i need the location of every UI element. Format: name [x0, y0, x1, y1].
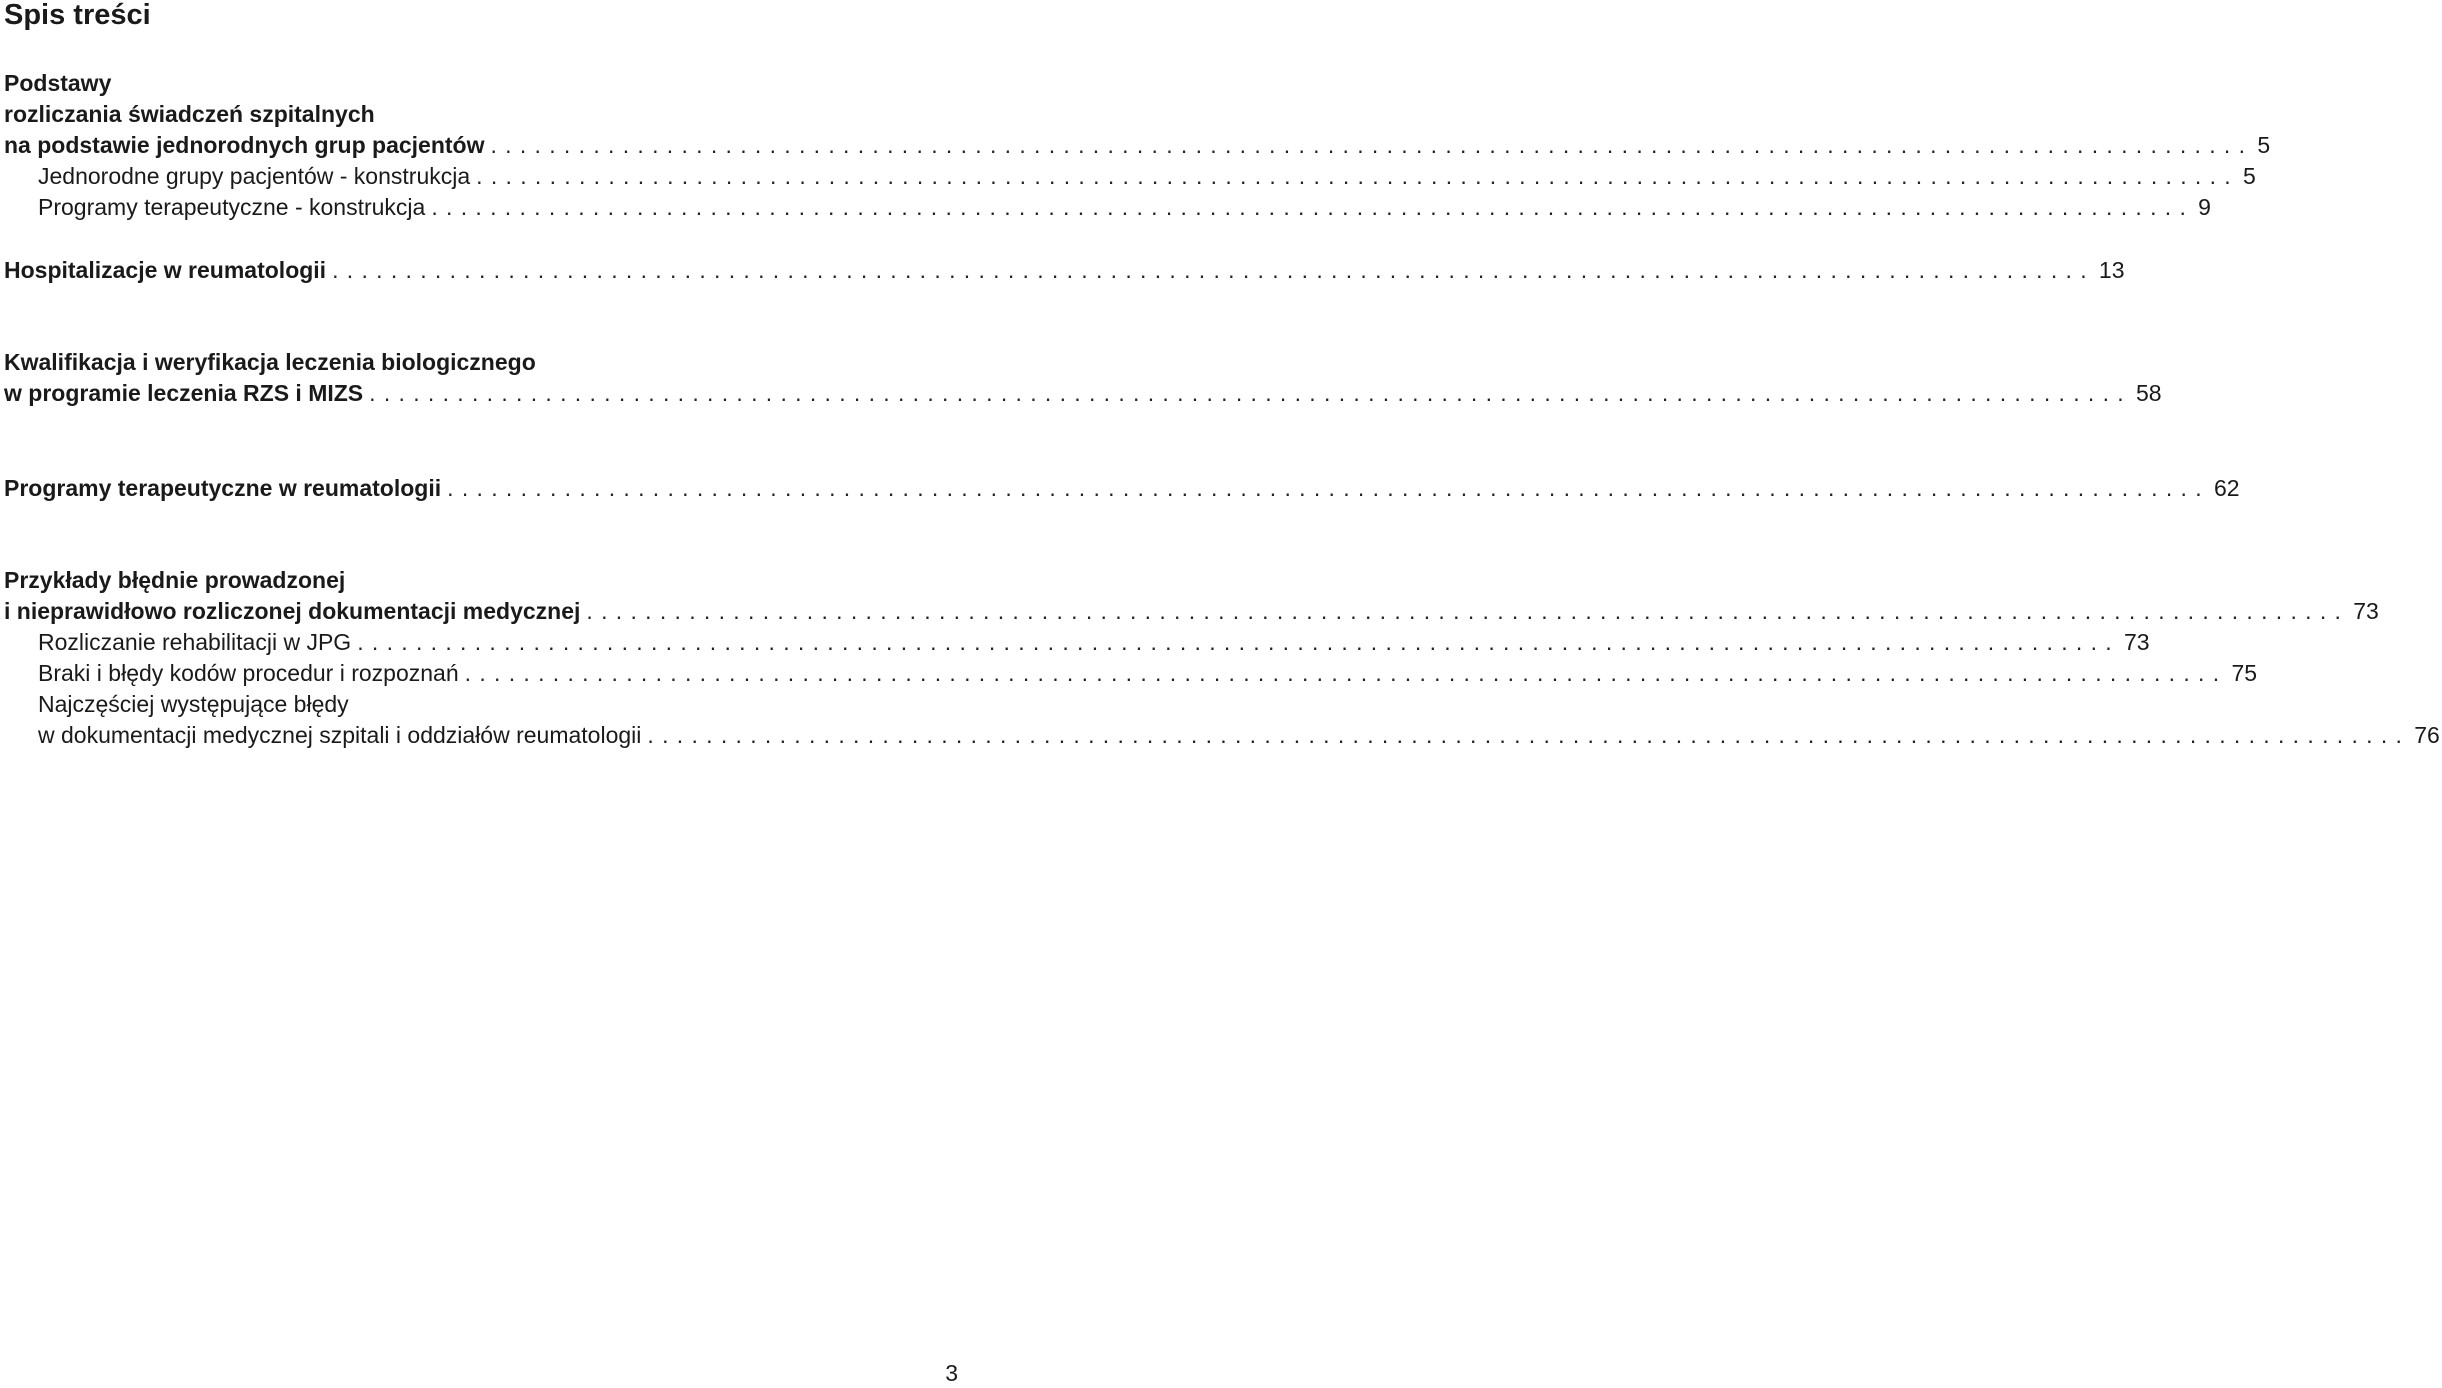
- toc-entry: rozliczania świadczeń szpitalnych: [4, 101, 375, 127]
- toc-page-number: 5: [2242, 163, 2256, 189]
- dot-leader: ........................................................................................................................: [357, 629, 2121, 655]
- dot-leader: ........................................................................................................................: [647, 722, 2411, 748]
- toc-entry: Kwalifikacja i weryfikacja leczenia biologicznego: [4, 349, 536, 375]
- toc-entry[interactable]: [4, 473, 2240, 504]
- toc-entry[interactable]: [4, 192, 2211, 223]
- toc-entry-title: w dokumentacji medycznej szpitali i oddziałów reumatologii: [38, 722, 642, 748]
- toc-entry-title: w programie leczenia RZS i MIZS: [4, 380, 364, 406]
- toc-page-number: 5: [2257, 132, 2271, 158]
- toc-page-number: 9: [2198, 194, 2211, 220]
- page-number: 3: [945, 1360, 958, 1386]
- toc-entry-title: na podstawie jednorodnych grup pacjentów: [4, 132, 485, 158]
- toc-entry-title: Rozliczanie rehabilitacji w JPG: [38, 629, 352, 655]
- toc-entry-title: i nieprawidłowo rozliczonej dokumentacji medycznej: [4, 598, 581, 624]
- toc-section: [4, 473, 2240, 504]
- toc-entry[interactable]: [4, 720, 2440, 751]
- toc-entry[interactable]: [4, 596, 2379, 627]
- dot-leader: ........................................................................................................................: [369, 380, 2132, 406]
- toc-entry: Najczęściej występujące błędy: [38, 691, 349, 717]
- toc-entry-title: Jednorodne grupy pacjentów - konstrukcja: [38, 163, 471, 189]
- dot-leader: ........................................................................................................................: [586, 598, 2350, 624]
- toc-entry[interactable]: [4, 378, 2162, 409]
- toc-page-number: 73: [2124, 629, 2150, 655]
- dot-leader: ........................................................................................................................: [431, 194, 2195, 220]
- toc-page-number: 58: [2135, 380, 2162, 406]
- toc-page-number: 73: [2353, 598, 2379, 624]
- toc-entry[interactable]: [4, 658, 2258, 689]
- dot-leader: ........................................................................................................................: [332, 257, 2095, 283]
- toc-section: [4, 347, 2162, 409]
- dot-leader: ........................................................................................................................: [476, 163, 2239, 189]
- toc-entry-title: Braki i błędy kodów procedur i rozpoznań: [38, 660, 459, 686]
- toc-page-number: 76: [2414, 722, 2440, 748]
- toc-entry[interactable]: [4, 130, 2271, 161]
- toc-entry[interactable]: [4, 255, 2125, 286]
- dot-leader: ........................................................................................................................: [490, 132, 2254, 158]
- toc-entry-title: Hospitalizacje w reumatologii: [4, 257, 327, 283]
- toc-section: [4, 68, 2271, 223]
- dot-leader: ........................................................................................................................: [447, 475, 2210, 501]
- page-title: Spis treści: [4, 0, 151, 31]
- toc-page-number: 13: [2098, 257, 2125, 283]
- toc-page-number: 62: [2213, 475, 2240, 501]
- toc-entry: Podstawy: [4, 70, 112, 96]
- toc-entry-title: Programy terapeutyczne - konstrukcja: [38, 194, 426, 220]
- toc-entry[interactable]: [4, 627, 2150, 658]
- toc-section: [4, 255, 2125, 286]
- toc-entry: Przykłady błędnie prowadzonej: [4, 567, 346, 593]
- toc-section: [4, 565, 2440, 751]
- toc-entry[interactable]: [4, 161, 2256, 192]
- dot-leader: ........................................................................................................................: [464, 660, 2228, 686]
- toc-entry-title: Programy terapeutyczne w reumatologii: [4, 475, 442, 501]
- toc-page-number: 75: [2231, 660, 2258, 686]
